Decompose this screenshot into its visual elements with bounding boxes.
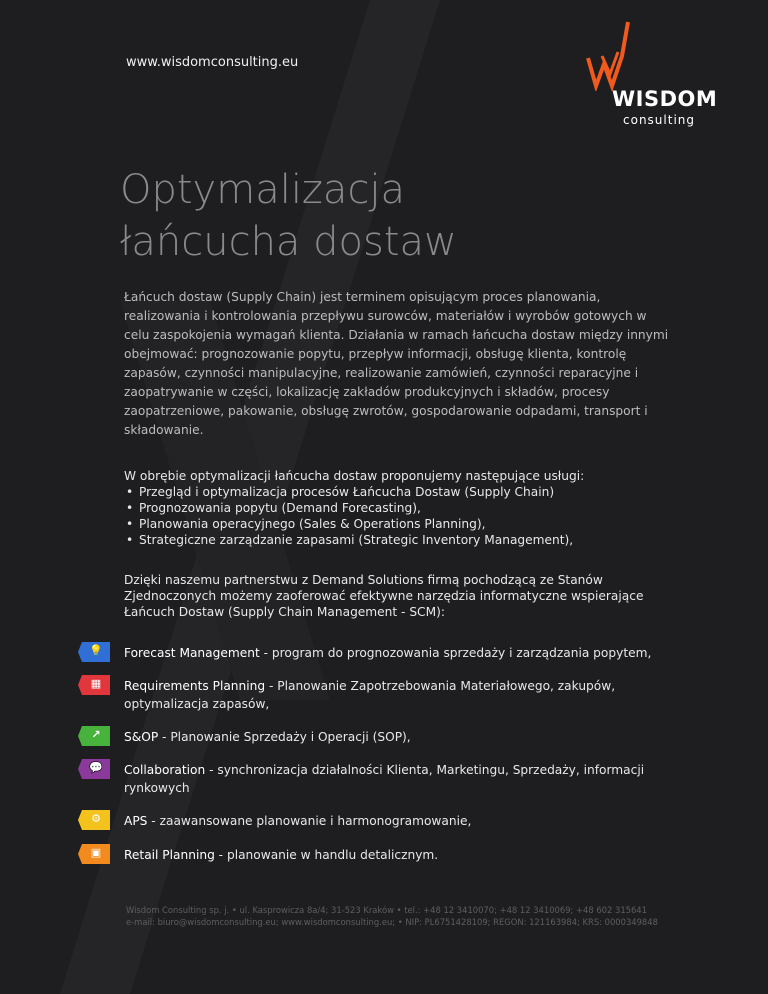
trend-up-icon: ↗ <box>91 728 101 741</box>
product-description: - Planowanie Zapotrzebowania Materiałowego, zakupów, optymalizacja zapasów, <box>124 679 616 711</box>
partner-paragraph: Dzięki naszemu partnerstwu z Demand Solutions firmą pochodzącą ze Stanów Zjednoczonych możemy zaoferować efektywne narzędzia informatyczne wspierające Łańcuch Dostaw (Supply Chain Management - SCM): <box>124 573 644 619</box>
service-item: • Planowania operacyjnego (Sales & Operations Planning), <box>124 516 684 532</box>
logo-subtitle: consulting <box>623 113 695 127</box>
product-name: Retail Planning <box>124 848 215 862</box>
product-name: APS <box>124 814 148 828</box>
wisdom-logo <box>582 16 732 136</box>
product-name: S&OP <box>124 730 159 744</box>
product-description: - Planowanie Sprzedaży i Operacji (SOP), <box>158 730 411 744</box>
product-description: - zaawansowane planowanie i harmonogramowanie, <box>147 814 472 828</box>
logo-wordmark: WISDOM <box>612 87 718 111</box>
product-icon-badge <box>78 808 112 832</box>
product-name: Requirements Planning <box>124 679 266 693</box>
service-item: • Przegląd i optymalizacja procesów Łańcucha Dostaw (Supply Chain) <box>124 484 684 500</box>
title-line-2: łańcucha dostaw <box>120 219 457 265</box>
title-line-1: Optymalizacja <box>120 167 406 213</box>
gear-icon: ⚙ <box>91 812 101 825</box>
footer-contact <box>126 904 726 928</box>
product-description: - program do prognozowania sprzedaży i zarządzania popytem, <box>259 646 652 660</box>
website-url[interactable]: www.wisdomconsulting.eu <box>126 55 299 70</box>
service-item: • Prognozowania popytu (Demand Forecasting), <box>124 500 684 516</box>
lightbulb-icon: 💡 <box>89 644 103 657</box>
boxes-icon: ▦ <box>90 677 102 690</box>
product-name: Collaboration <box>124 763 206 777</box>
product-icon-badge <box>78 673 112 697</box>
product-description: - synchronizacja działalności Klienta, Marketingu, Sprzedaży, informacji rynkowych <box>124 763 645 795</box>
services-list <box>124 484 684 548</box>
product-icon-badge <box>78 757 112 781</box>
services-section <box>124 468 684 548</box>
product-name: Forecast Management <box>124 646 260 660</box>
shop-bag-icon: ▣ <box>90 846 102 859</box>
footer-line-address: Wisdom Consulting sp. j. • ul. Kasprowicza 8a/4; 31-523 Kraków • tel.: +48 12 3410070; +48 12 3410069; +48 602 315641 <box>126 905 647 915</box>
chat-icon: 💬 <box>89 761 103 774</box>
footer-line-registry: e-mail: biuro@wisdomconsulting.eu; www.wisdomconsulting.eu; • NIP: PL6751428109; REGON: 121163984; KRS: 0000349848 <box>126 917 658 927</box>
intro-paragraph: Łańcuch dostaw (Supply Chain) jest terminem opisującym proces planowania, realizowania i kontrolowania przepływu surowców, materiałów i wyrobów gotowych w celu zaspokojenia wymagań klienta. Działania w ramach łańcucha dostaw między innymi obejmować: prognozowanie popytu, przepływ informacji, obsługę klienta, kontrolę zapasów, czynności manipulacyjne, realizowanie zamówień, czynności reparacyjne i zaopatrywanie w części, lokalizację zakładów produkcyjnych i składów, procesy zaopatrzeniowe, pakowanie, obsługę zwrotów, gospodarowanie odpadami, transport i składowanie. <box>124 290 669 437</box>
product-description: - planowanie w handlu detalicznym. <box>214 848 439 862</box>
product-icon-badge <box>78 640 112 664</box>
product-icon-badge <box>78 842 112 866</box>
logo-mark-icon <box>582 16 732 91</box>
page-title <box>120 164 457 268</box>
services-lead: W obrębie optymalizacji łańcucha dostaw proponujemy następujące usługi: <box>124 469 585 483</box>
product-icon-badge <box>78 724 112 748</box>
service-item: • Strategiczne zarządzanie zapasami (Strategic Inventory Management), <box>124 532 684 548</box>
